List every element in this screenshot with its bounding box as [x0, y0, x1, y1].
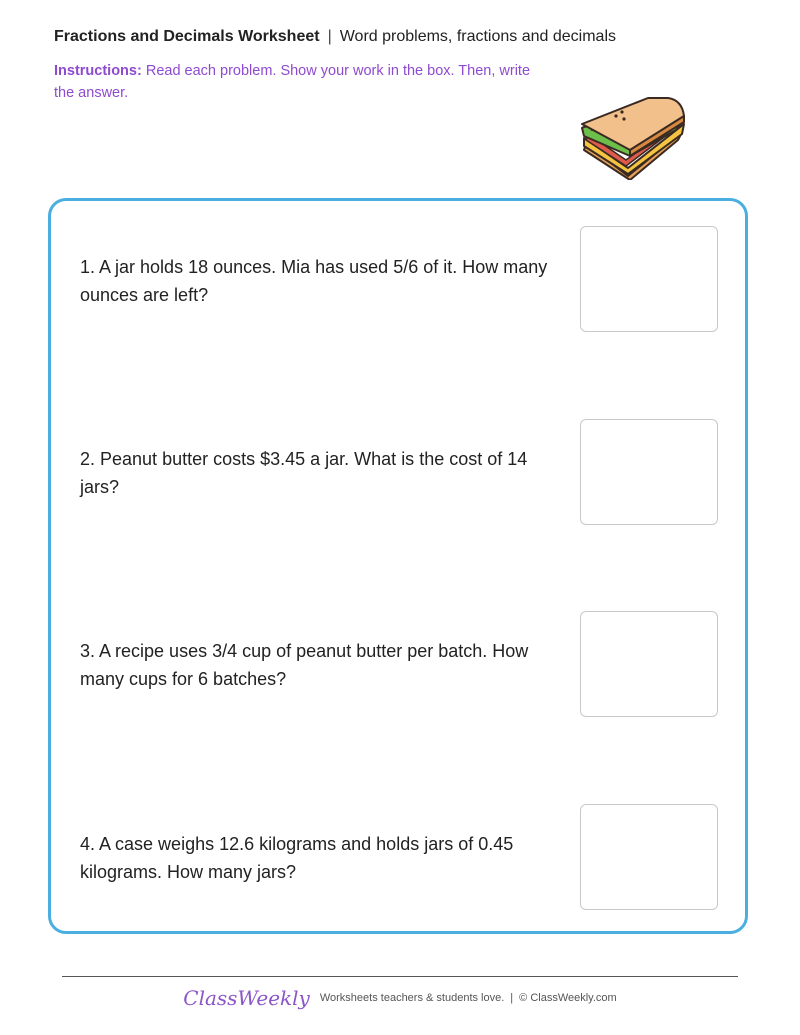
instructions-text: Read each problem. Show your work in the box. Then, write the answer. [54, 63, 531, 101]
problem-2: 2. Peanut butter costs $3.45 a jar. What is the cost of 14 jars? [80, 449, 528, 497]
answer-box-2[interactable] [580, 419, 718, 525]
problem-3: 3. A recipe uses 3/4 cup of peanut butter per batch. How many cups for 6 batches? [80, 641, 529, 689]
footer-tagline: Worksheets teachers & students love. [319, 992, 505, 1004]
worksheet-subtitle: Word problems, fractions and decimals [339, 28, 616, 45]
footer-separator: | [510, 992, 514, 1004]
footer-copyright: © ClassWeekly.com [519, 992, 617, 1004]
problem-4: 4. A case weighs 12.6 kilograms and holds jars of 0.45 kilograms. How many jars? [80, 834, 514, 882]
answer-box-3[interactable] [580, 611, 718, 717]
footer [0, 986, 800, 1010]
answer-box-4[interactable] [580, 804, 718, 910]
instructions-label: Instructions: [54, 63, 142, 79]
problem-1: 1. A jar holds 18 ounces. Mia has used 5/6 of it. How many ounces are left? [80, 257, 548, 305]
brand-logo: ClassWeekly [183, 986, 310, 1010]
worksheet-title: Fractions and Decimals Worksheet [54, 28, 320, 45]
header-separator: | [327, 28, 332, 45]
sandwich-icon [578, 94, 690, 180]
worksheet-header [54, 28, 616, 46]
footer-divider [62, 976, 738, 977]
answer-box-1[interactable] [580, 226, 718, 332]
instructions [54, 60, 544, 104]
